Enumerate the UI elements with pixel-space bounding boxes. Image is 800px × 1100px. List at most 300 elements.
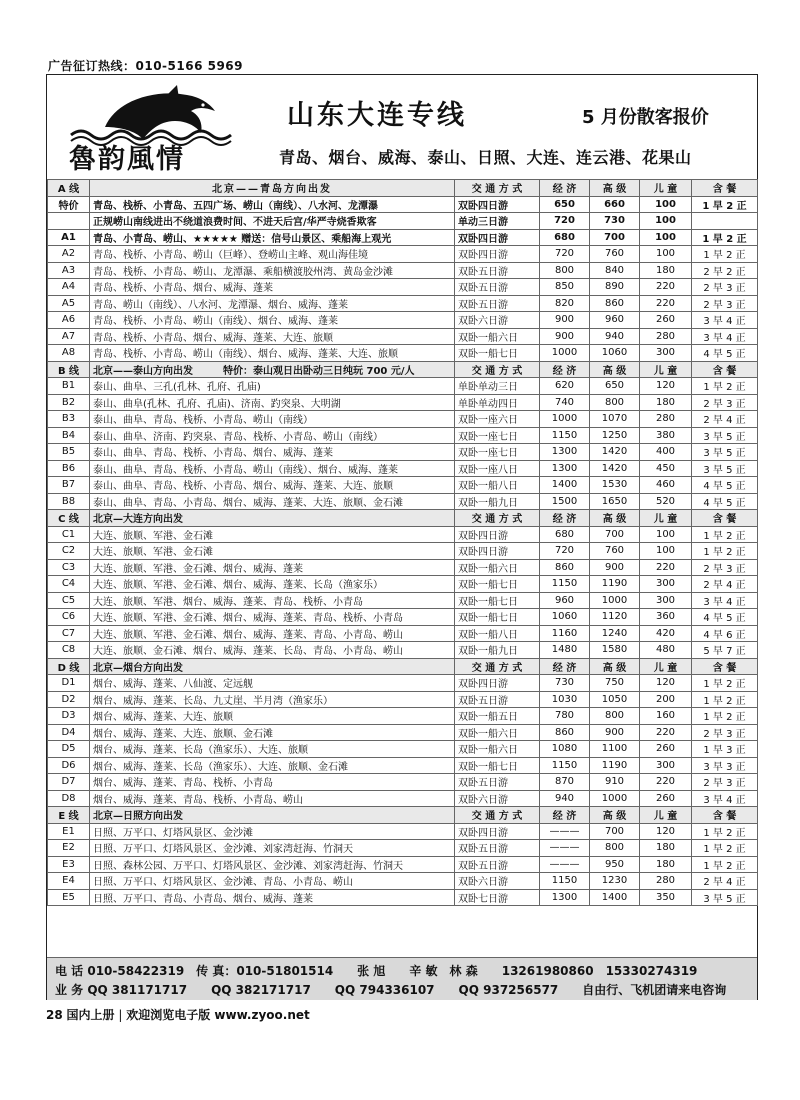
- premium-price: 700: [590, 229, 640, 246]
- route-stops: 泰山、曲阜(孔林、孔府、孔庙)、济南、趵突泉、大明湖: [90, 394, 455, 411]
- meal-plan: 1 早 2 正: [692, 691, 758, 708]
- table-row: [48, 295, 758, 312]
- route-code: C4: [48, 576, 90, 593]
- meal-plan: 1 早 2 正: [692, 526, 758, 543]
- meal-plan: 3 早 5 正: [692, 444, 758, 461]
- route-stops: 大连、旅顺、金石滩、烟台、威海、蓬莱、长岛、青岛、小青岛、崂山: [90, 642, 455, 659]
- meal-plan: 1 早 2 正: [692, 378, 758, 395]
- footer-section: 国内上册: [66, 1008, 115, 1022]
- table-row: [48, 675, 758, 692]
- table-row: [48, 741, 758, 758]
- transport-mode: 双卧七日游: [455, 889, 540, 906]
- transport-mode: 双卧一船七日: [455, 757, 540, 774]
- route-code: C5: [48, 592, 90, 609]
- transport-mode: 双卧一船八日: [455, 625, 540, 642]
- table-row: [48, 229, 758, 246]
- transport-mode: 双卧一船七日: [455, 609, 540, 626]
- table-row: [48, 196, 758, 213]
- col-economy-header: 经 济: [540, 361, 590, 378]
- route-stops: 日照、万平口、灯塔风景区、金沙滩、青岛、小青岛、崂山: [90, 873, 455, 890]
- route-code: A6: [48, 312, 90, 329]
- section-code: D 线: [48, 658, 90, 675]
- transport-mode: 双卧一座六日: [455, 411, 540, 428]
- transport-mode: 双卧四日游: [455, 543, 540, 560]
- col-child-header: 儿 童: [640, 361, 692, 378]
- col-premium-header: 高 级: [590, 180, 640, 197]
- route-stops: 泰山、曲阜、青岛、栈桥、小青岛、烟台、威海、蓬莱、大连、旅顺: [90, 477, 455, 494]
- meal-plan: 2 早 4 正: [692, 411, 758, 428]
- child-price: 420: [640, 625, 692, 642]
- transport-mode: 双卧一座七日: [455, 444, 540, 461]
- route-stops: 青岛、栈桥、小青岛、崂山（巨峰）、登崂山主峰、观山海佳境: [90, 246, 455, 263]
- col-economy-header: 经 济: [540, 658, 590, 675]
- route-code: A7: [48, 328, 90, 345]
- section-header-row: [48, 807, 758, 824]
- child-price: 360: [640, 609, 692, 626]
- meal-plan: 1 早 2 正: [692, 856, 758, 873]
- route-code: E3: [48, 856, 90, 873]
- route-code: D4: [48, 724, 90, 741]
- meal-plan: 4 早 5 正: [692, 477, 758, 494]
- transport-mode: 单动三日游: [455, 213, 540, 230]
- transport-mode: 双卧六日游: [455, 312, 540, 329]
- child-price: 280: [640, 873, 692, 890]
- economy-price: 680: [540, 526, 590, 543]
- col-mode-header: 交 通 方 式: [455, 510, 540, 527]
- premium-price: 730: [590, 213, 640, 230]
- transport-mode: 双卧一座七日: [455, 427, 540, 444]
- economy-price: 680: [540, 229, 590, 246]
- col-child-header: 儿 童: [640, 807, 692, 824]
- route-code: A4: [48, 279, 90, 296]
- economy-price: 860: [540, 559, 590, 576]
- meal-plan: 1 早 2 正: [692, 229, 758, 246]
- route-stops: 泰山、曲阜、济南、趵突泉、青岛、栈桥、小青岛、崂山（南线）: [90, 427, 455, 444]
- transport-mode: 双卧四日游: [455, 526, 540, 543]
- transport-mode: 双卧六日游: [455, 790, 540, 807]
- child-price: 120: [640, 378, 692, 395]
- route-stops: 大连、旅顺、军港、金石滩: [90, 526, 455, 543]
- route-stops: 青岛、栈桥、小青岛、烟台、威海、蓬莱: [90, 279, 455, 296]
- table-row: [48, 790, 758, 807]
- route-stops: 泰山、曲阜、三孔(孔林、孔府、孔庙): [90, 378, 455, 395]
- section-title: 北京——青岛方向出发: [90, 180, 455, 197]
- page-footer: [46, 1006, 310, 1023]
- section-header-row: [48, 658, 758, 675]
- route-code: B1: [48, 378, 90, 395]
- transport-mode: 双卧五日游: [455, 262, 540, 279]
- page-number: 28: [46, 1008, 63, 1022]
- col-meal-header: 含 餐: [692, 510, 758, 527]
- economy-price: 1480: [540, 642, 590, 659]
- meal-plan: 3 早 4 正: [692, 592, 758, 609]
- economy-price: 1300: [540, 889, 590, 906]
- route-stops: 日照、万平口、灯塔风景区、金沙滩: [90, 823, 455, 840]
- economy-price: 1150: [540, 427, 590, 444]
- table-row: [48, 328, 758, 345]
- route-stops: 大连、旅顺、军港、金石滩、烟台、威海、蓬莱、青岛、小青岛、崂山: [90, 625, 455, 642]
- premium-price: 1070: [590, 411, 640, 428]
- premium-price: 800: [590, 840, 640, 857]
- child-price: 460: [640, 477, 692, 494]
- route-code: D7: [48, 774, 90, 791]
- table-row: [48, 625, 758, 642]
- meal-plan: 1 早 3 正: [692, 741, 758, 758]
- meal-plan: 3 早 4 正: [692, 312, 758, 329]
- table-row: [48, 444, 758, 461]
- economy-price: ———: [540, 823, 590, 840]
- price-table: [47, 179, 758, 906]
- route-stops: 泰山、曲阜、青岛、栈桥、小青岛、烟台、威海、蓬莱: [90, 444, 455, 461]
- transport-mode: 双卧一船九日: [455, 493, 540, 510]
- premium-price: 910: [590, 774, 640, 791]
- page-title: 山东大连专线: [287, 100, 467, 131]
- child-price: 300: [640, 345, 692, 362]
- col-economy-header: 经 济: [540, 180, 590, 197]
- route-stops: 大连、旅顺、军港、烟台、威海、蓬莱、青岛、栈桥、小青岛: [90, 592, 455, 609]
- route-stops: 泰山、曲阜、青岛、栈桥、小青岛、崂山（南线）: [90, 411, 455, 428]
- table-row: [48, 823, 758, 840]
- section-title: 北京——泰山方向出发 特价：泰山观日出卧动三日纯玩 700 元/人: [90, 361, 455, 378]
- route-stops: 青岛、小青岛、崂山、★★★★★ 赠送：信号山景区、乘船海上观光: [90, 229, 455, 246]
- meal-plan: 1 早 2 正: [692, 196, 758, 213]
- premium-price: 1100: [590, 741, 640, 758]
- transport-mode: 单卧单动三日: [455, 378, 540, 395]
- premium-price: 750: [590, 675, 640, 692]
- child-price: 120: [640, 823, 692, 840]
- transport-mode: 双卧一船六日: [455, 741, 540, 758]
- route-stops: 青岛、栈桥、小青岛、崂山、龙潭瀑、乘船横渡胶州湾、黄岛金沙滩: [90, 262, 455, 279]
- transport-mode: 双卧四日游: [455, 196, 540, 213]
- meal-plan: 4 早 5 正: [692, 493, 758, 510]
- child-price: 350: [640, 889, 692, 906]
- route-code: B8: [48, 493, 90, 510]
- route-stops: 烟台、威海、蓬莱、长岛（渔家乐）、大连、旅顺: [90, 741, 455, 758]
- transport-mode: 双卧一船五日: [455, 708, 540, 725]
- transport-mode: 双卧一船七日: [455, 345, 540, 362]
- meal-plan: 1 早 2 正: [692, 543, 758, 560]
- transport-mode: 双卧六日游: [455, 873, 540, 890]
- table-row: [48, 526, 758, 543]
- economy-price: 1150: [540, 576, 590, 593]
- economy-price: 620: [540, 378, 590, 395]
- child-price: 380: [640, 427, 692, 444]
- route-stops: 正规崂山南线进出不绕道浪费时间、不进天后宫/华严寺烧香欺客: [90, 213, 455, 230]
- economy-price: 1150: [540, 873, 590, 890]
- sheet-header: [47, 75, 757, 179]
- transport-mode: 双卧一船六日: [455, 559, 540, 576]
- child-price: 100: [640, 196, 692, 213]
- meal-plan: 2 早 4 正: [692, 576, 758, 593]
- premium-price: 1230: [590, 873, 640, 890]
- section-code: A 线: [48, 180, 90, 197]
- meal-plan: 1 早 2 正: [692, 675, 758, 692]
- meal-plan: 4 早 6 正: [692, 625, 758, 642]
- ad-hotline: 广告征订热线：010-5166 5969: [48, 59, 244, 73]
- child-price: 160: [640, 708, 692, 725]
- transport-mode: 双卧四日游: [455, 823, 540, 840]
- premium-price: 700: [590, 823, 640, 840]
- table-row: [48, 840, 758, 857]
- child-price: 480: [640, 642, 692, 659]
- transport-mode: 双卧一船六日: [455, 724, 540, 741]
- contact-qq-line: 业 务 QQ 381171717 QQ 382171717 QQ 794336107 QQ 937256577 自由行、飞机团请来电咨询: [55, 983, 727, 997]
- meal-plan: 4 早 5 正: [692, 609, 758, 626]
- col-child-header: 儿 童: [640, 510, 692, 527]
- route-code: C6: [48, 609, 90, 626]
- section-code: B 线: [48, 361, 90, 378]
- meal-plan: 1 早 2 正: [692, 823, 758, 840]
- meal-plan: 3 早 5 正: [692, 460, 758, 477]
- section-header-row: [48, 510, 758, 527]
- premium-price: 1060: [590, 345, 640, 362]
- transport-mode: 双卧五日游: [455, 691, 540, 708]
- route-stops: 日照、森林公园、万平口、灯塔风景区、金沙滩、刘家湾赶海、竹洞天: [90, 856, 455, 873]
- section-title: 北京—日照方向出发: [90, 807, 455, 824]
- route-stops: 青岛、栈桥、小青岛、烟台、威海、蓬莱、大连、旅顺: [90, 328, 455, 345]
- premium-price: 1000: [590, 790, 640, 807]
- col-meal-header: 含 餐: [692, 658, 758, 675]
- col-economy-header: 经 济: [540, 807, 590, 824]
- premium-price: 760: [590, 543, 640, 560]
- meal-plan: 2 早 3 正: [692, 279, 758, 296]
- child-price: 100: [640, 543, 692, 560]
- table-row: [48, 213, 758, 230]
- table-row: [48, 345, 758, 362]
- premium-price: 960: [590, 312, 640, 329]
- footer-text: 欢迎浏览电子版 www.zyoo.net: [126, 1008, 310, 1022]
- child-price: 100: [640, 526, 692, 543]
- route-code: E2: [48, 840, 90, 857]
- route-code: D3: [48, 708, 90, 725]
- col-meal-header: 含 餐: [692, 807, 758, 824]
- meal-plan: 4 早 5 正: [692, 345, 758, 362]
- route-code: A5: [48, 295, 90, 312]
- economy-price: 1400: [540, 477, 590, 494]
- route-stops: 烟台、威海、蓬莱、八仙渡、定远舰: [90, 675, 455, 692]
- route-code: B4: [48, 427, 90, 444]
- premium-price: 1000: [590, 592, 640, 609]
- table-row: [48, 609, 758, 626]
- economy-price: 1030: [540, 691, 590, 708]
- route-code: B2: [48, 394, 90, 411]
- route-code: D2: [48, 691, 90, 708]
- col-meal-header: 含 餐: [692, 361, 758, 378]
- table-row: [48, 427, 758, 444]
- economy-price: 720: [540, 543, 590, 560]
- child-price: 220: [640, 279, 692, 296]
- table-row: [48, 559, 758, 576]
- table-row: [48, 576, 758, 593]
- col-premium-header: 高 级: [590, 807, 640, 824]
- table-row: [48, 708, 758, 725]
- premium-price: 940: [590, 328, 640, 345]
- child-price: 220: [640, 724, 692, 741]
- table-row: [48, 477, 758, 494]
- economy-price: 1300: [540, 460, 590, 477]
- route-stops: 泰山、曲阜、青岛、栈桥、小青岛、崂山（南线）、烟台、威海、蓬莱: [90, 460, 455, 477]
- col-premium-header: 高 级: [590, 510, 640, 527]
- route-stops: 烟台、威海、蓬莱、长岛（渔家乐）、大连、旅顺、金石滩: [90, 757, 455, 774]
- premium-price: 760: [590, 246, 640, 263]
- meal-plan: 2 早 3 正: [692, 774, 758, 791]
- col-mode-header: 交 通 方 式: [455, 658, 540, 675]
- transport-mode: 双卧一座八日: [455, 460, 540, 477]
- table-row: [48, 642, 758, 659]
- section-title: 北京—烟台方向出发: [90, 658, 455, 675]
- economy-price: 900: [540, 328, 590, 345]
- premium-price: 1530: [590, 477, 640, 494]
- premium-price: 800: [590, 394, 640, 411]
- child-price: 260: [640, 312, 692, 329]
- table-row: [48, 757, 758, 774]
- route-stops: 烟台、威海、蓬莱、大连、旅顺: [90, 708, 455, 725]
- route-code: E1: [48, 823, 90, 840]
- price-sheet: [46, 74, 758, 1000]
- economy-price: 1160: [540, 625, 590, 642]
- meal-plan: 3 早 5 正: [692, 889, 758, 906]
- route-code: C3: [48, 559, 90, 576]
- route-stops: 大连、旅顺、军港、金石滩、烟台、威海、蓬莱、长岛（渔家乐）: [90, 576, 455, 593]
- transport-mode: 双卧五日游: [455, 774, 540, 791]
- meal-plan: 1 早 2 正: [692, 246, 758, 263]
- premium-price: 1580: [590, 642, 640, 659]
- child-price: 220: [640, 774, 692, 791]
- transport-mode: 双卧一船七日: [455, 576, 540, 593]
- route-code: B3: [48, 411, 90, 428]
- route-stops: 青岛、栈桥、小青岛、崂山（南线）、烟台、威海、蓬莱: [90, 312, 455, 329]
- table-row: [48, 312, 758, 329]
- route-stops: 青岛、栈桥、小青岛、五四广场、崂山（南线）、八水河、龙潭瀑: [90, 196, 455, 213]
- premium-price: 1050: [590, 691, 640, 708]
- child-price: 280: [640, 328, 692, 345]
- cities-list: 青岛、烟台、威海、泰山、日照、大连、连云港、花果山: [279, 148, 692, 167]
- child-price: 100: [640, 229, 692, 246]
- child-price: 220: [640, 559, 692, 576]
- transport-mode: 单卧单动四日: [455, 394, 540, 411]
- table-row: [48, 279, 758, 296]
- transport-mode: 双卧四日游: [455, 229, 540, 246]
- economy-price: 1080: [540, 741, 590, 758]
- child-price: 120: [640, 675, 692, 692]
- table-row: [48, 460, 758, 477]
- economy-price: 1150: [540, 757, 590, 774]
- premium-price: 800: [590, 708, 640, 725]
- transport-mode: 双卧五日游: [455, 840, 540, 857]
- economy-price: 940: [540, 790, 590, 807]
- route-stops: 大连、旅顺、军港、金石滩、烟台、威海、蓬莱: [90, 559, 455, 576]
- economy-price: 1000: [540, 345, 590, 362]
- route-code: 特价: [48, 196, 90, 213]
- table-row: [48, 378, 758, 395]
- table-row: [48, 774, 758, 791]
- economy-price: ———: [540, 840, 590, 857]
- premium-price: 1420: [590, 444, 640, 461]
- col-premium-header: 高 级: [590, 658, 640, 675]
- premium-price: 1190: [590, 576, 640, 593]
- premium-price: 950: [590, 856, 640, 873]
- route-code: A2: [48, 246, 90, 263]
- premium-price: 890: [590, 279, 640, 296]
- col-mode-header: 交 通 方 式: [455, 807, 540, 824]
- premium-price: 1190: [590, 757, 640, 774]
- table-row: [48, 493, 758, 510]
- economy-price: 650: [540, 196, 590, 213]
- section-code: C 线: [48, 510, 90, 527]
- col-child-header: 儿 童: [640, 180, 692, 197]
- col-child-header: 儿 童: [640, 658, 692, 675]
- logo-name: 魯韵風情: [69, 144, 185, 175]
- route-stops: 日照、万平口、灯塔风景区、金沙滩、刘家湾赶海、竹洞天: [90, 840, 455, 857]
- economy-price: 720: [540, 213, 590, 230]
- table-row: [48, 411, 758, 428]
- route-code: E5: [48, 889, 90, 906]
- meal-plan: 2 早 3 正: [692, 295, 758, 312]
- table-row: [48, 543, 758, 560]
- route-stops: 烟台、威海、蓬莱、长岛、九丈崖、半月湾（渔家乐）: [90, 691, 455, 708]
- table-row: [48, 691, 758, 708]
- col-premium-header: 高 级: [590, 361, 640, 378]
- economy-price: 1060: [540, 609, 590, 626]
- premium-price: 1120: [590, 609, 640, 626]
- route-stops: 烟台、威海、蓬莱、青岛、栈桥、小青岛、崂山: [90, 790, 455, 807]
- child-price: 450: [640, 460, 692, 477]
- route-code: B5: [48, 444, 90, 461]
- meal-plan: 3 早 4 正: [692, 790, 758, 807]
- meal-plan: 3 早 5 正: [692, 427, 758, 444]
- child-price: 400: [640, 444, 692, 461]
- route-stops: 日照、万平口、青岛、小青岛、烟台、威海、蓬莱: [90, 889, 455, 906]
- child-price: 180: [640, 840, 692, 857]
- economy-price: 1300: [540, 444, 590, 461]
- transport-mode: 双卧一船八日: [455, 477, 540, 494]
- child-price: 220: [640, 295, 692, 312]
- route-code: D6: [48, 757, 90, 774]
- route-code: B6: [48, 460, 90, 477]
- child-price: 300: [640, 576, 692, 593]
- route-stops: 烟台、威海、蓬莱、青岛、栈桥、小青岛: [90, 774, 455, 791]
- premium-price: 840: [590, 262, 640, 279]
- economy-price: 720: [540, 246, 590, 263]
- route-code: D8: [48, 790, 90, 807]
- table-row: [48, 873, 758, 890]
- col-mode-header: 交 通 方 式: [455, 361, 540, 378]
- meal-plan: [692, 213, 758, 230]
- economy-price: 820: [540, 295, 590, 312]
- child-price: 520: [640, 493, 692, 510]
- transport-mode: 双卧五日游: [455, 279, 540, 296]
- route-code: E4: [48, 873, 90, 890]
- transport-mode: 双卧四日游: [455, 246, 540, 263]
- section-title: 北京—大连方向出发: [90, 510, 455, 527]
- section-code: E 线: [48, 807, 90, 824]
- economy-price: 1500: [540, 493, 590, 510]
- route-code: [48, 213, 90, 230]
- economy-price: 960: [540, 592, 590, 609]
- child-price: 260: [640, 741, 692, 758]
- table-row: [48, 724, 758, 741]
- route-code: A8: [48, 345, 90, 362]
- route-code: D5: [48, 741, 90, 758]
- footer-sep: |: [118, 1008, 123, 1022]
- page-subtitle: 5 月份散客报价: [582, 107, 709, 128]
- premium-price: 900: [590, 724, 640, 741]
- route-code: B7: [48, 477, 90, 494]
- table-row: [48, 262, 758, 279]
- transport-mode: 双卧四日游: [455, 675, 540, 692]
- premium-price: 1420: [590, 460, 640, 477]
- col-mode-header: 交 通 方 式: [455, 180, 540, 197]
